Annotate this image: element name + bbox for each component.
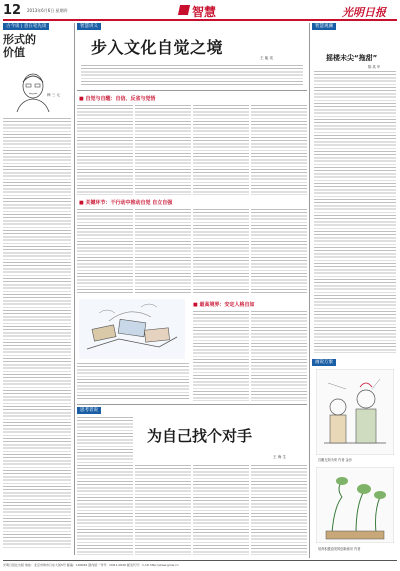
- bottom-col1: [77, 417, 133, 555]
- column-title: [3, 33, 36, 59]
- lead-author: 王 能 宪: [260, 56, 274, 60]
- column-body-text: [3, 118, 71, 550]
- right-title: 摇楼未尖“拖甜”: [326, 54, 378, 62]
- bottom-author: 王 海 生: [273, 455, 287, 459]
- lead-section2-col3: [193, 209, 249, 295]
- lead-subhead-2: ■ 关键环节：干行动中推动自觉 自立自强: [79, 200, 173, 206]
- bottom-col2: [135, 465, 191, 555]
- lead-section3-col2: [251, 311, 307, 401]
- right-body-text: [314, 71, 396, 353]
- footer-text: 光明日报社出版 地址：北京市珠市口东大街5号 邮编：100062 国内统一刊号：CN11-0026 邮发代号：1-16 http://www.gmw.cn: [3, 563, 179, 567]
- right-column: [312, 23, 397, 553]
- lead-section1-col2: [135, 105, 191, 195]
- lead-intro-text: [81, 65, 303, 87]
- column-tag: 古今谈 | 意在笔先谈: [3, 23, 49, 30]
- column-title-line1: 形式的: [3, 33, 36, 46]
- section-marker-icon: [178, 5, 190, 15]
- bottom-col3: [193, 465, 249, 555]
- bottom-article-rule: [77, 404, 307, 405]
- cartoon-1: [316, 369, 394, 455]
- lead-tag: 智慧讲义: [77, 23, 101, 30]
- right-author: 陈 其 华: [368, 65, 381, 69]
- cartoon-2-caption: 培育积极奋发的创新意识 作者: [318, 547, 361, 551]
- author-portrait: [13, 68, 53, 112]
- cartoon-tag: 画说万象: [312, 359, 336, 366]
- books-illustration: [79, 299, 185, 359]
- lead-section2-col4: [251, 209, 307, 295]
- lead-section3-col1: [193, 311, 249, 401]
- lead-intro-rule: [77, 90, 307, 91]
- right-column-divider: [309, 23, 310, 558]
- left-column-divider: [74, 23, 75, 555]
- lead-subhead-1: ■ 自觉与自醒：自信、反省与觉悟: [79, 96, 156, 102]
- left-column: [3, 23, 72, 553]
- lead-section2-col1: [77, 209, 133, 295]
- lead-section1-col4: [251, 105, 307, 195]
- column-title-line2: 价值: [3, 46, 25, 59]
- section-title: 智慧: [192, 5, 217, 19]
- lead-section3-below-image: [77, 363, 189, 401]
- lead-section2-col2: [135, 209, 191, 295]
- footer-rule: [3, 560, 397, 561]
- lead-subhead-3: ■ 最高境界：安定人格自如: [193, 302, 255, 308]
- lead-title: 步入文化自觉之境: [91, 38, 224, 57]
- bottom-tag: 思考者说: [77, 407, 101, 414]
- lead-article: [77, 23, 307, 403]
- bottom-title: 为自己找个对手: [147, 427, 253, 445]
- right-tag: 智慧观澜: [312, 23, 336, 30]
- paper-logo: 光明日报: [342, 6, 386, 19]
- bottom-article: [77, 407, 307, 557]
- page-number: 12: [3, 3, 22, 18]
- bottom-col4: [251, 465, 307, 555]
- lead-section1-col3: [193, 105, 249, 195]
- cartoon-1-caption: 自酿无知为荣 作者 金沙: [318, 458, 352, 462]
- cartoon-2: [316, 467, 394, 543]
- lead-section1-col1: [77, 105, 133, 195]
- masthead-rule: [3, 19, 397, 21]
- column-author: 韩 三 元: [47, 93, 61, 97]
- masthead: [0, 0, 400, 21]
- date-line: 2013年6月6日 星期四: [27, 8, 68, 13]
